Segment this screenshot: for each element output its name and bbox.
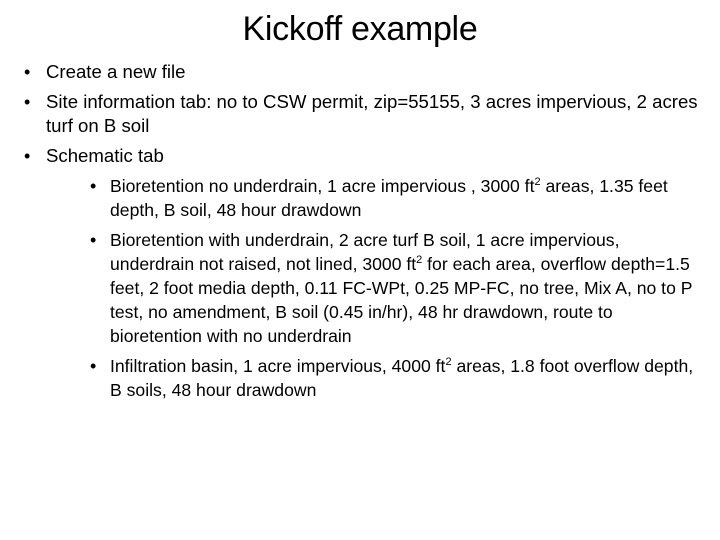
sub-bullet-text-post: areas, 1.35 feet depth, B soil, 48 hour drawdown [110,176,668,220]
slide-body [0,60,720,408]
sub-bullet-bioretention-no-underdrain [0,174,720,222]
bullet-icon: • [24,62,31,82]
bullet-icon: • [24,92,31,112]
sub-bullet-bioretention-with-underdrain [0,228,720,348]
bullet-icon: • [90,356,97,376]
superscript: 2 [445,356,452,369]
bullet-item-site-information [0,90,720,138]
slide-title: Kickoff example [242,10,478,48]
superscript: 2 [416,254,423,267]
sub-bullet-text-post: areas, 1.8 foot overflow depth, B soils, 48 hour drawdown [110,356,694,400]
sub-bullet-text-post: for each area, overflow depth=1.5 feet, 2 foot media depth, 0.11 FC-WPt, 0.25 MP-FC, no tree, Mix A, no to P test, no amendment, B soil (0.45 in/hr), 48 hr drawdown, route to bioretention with no underdrain [110,254,693,346]
sub-bullet-text-pre: Bioretention no underdrain, 1 acre impervious , 3000 ft [110,176,535,196]
bullet-item-create-file [0,60,720,84]
sub-bullet-text-pre: Bioretention with underdrain, 2 acre turf B soil, 1 acre impervious, underdrain not raised, not lined, 3000 ft [110,230,620,274]
sub-bullet-infiltration-basin [0,354,720,402]
bullet-item-schematic-tab [0,144,720,168]
bullet-icon: • [90,176,97,196]
superscript: 2 [534,176,541,189]
bullet-icon: • [24,146,31,166]
bullet-text: Create a new file [46,61,186,82]
bullet-text: Site information tab: no to CSW permit, zip=55155, 3 acres impervious, 2 acres turf on B soil [46,91,698,136]
sub-bullet-text-pre: Infiltration basin, 1 acre impervious, 4000 ft [110,356,446,376]
bullet-icon: • [90,230,97,250]
bullet-text: Schematic tab [46,145,164,166]
